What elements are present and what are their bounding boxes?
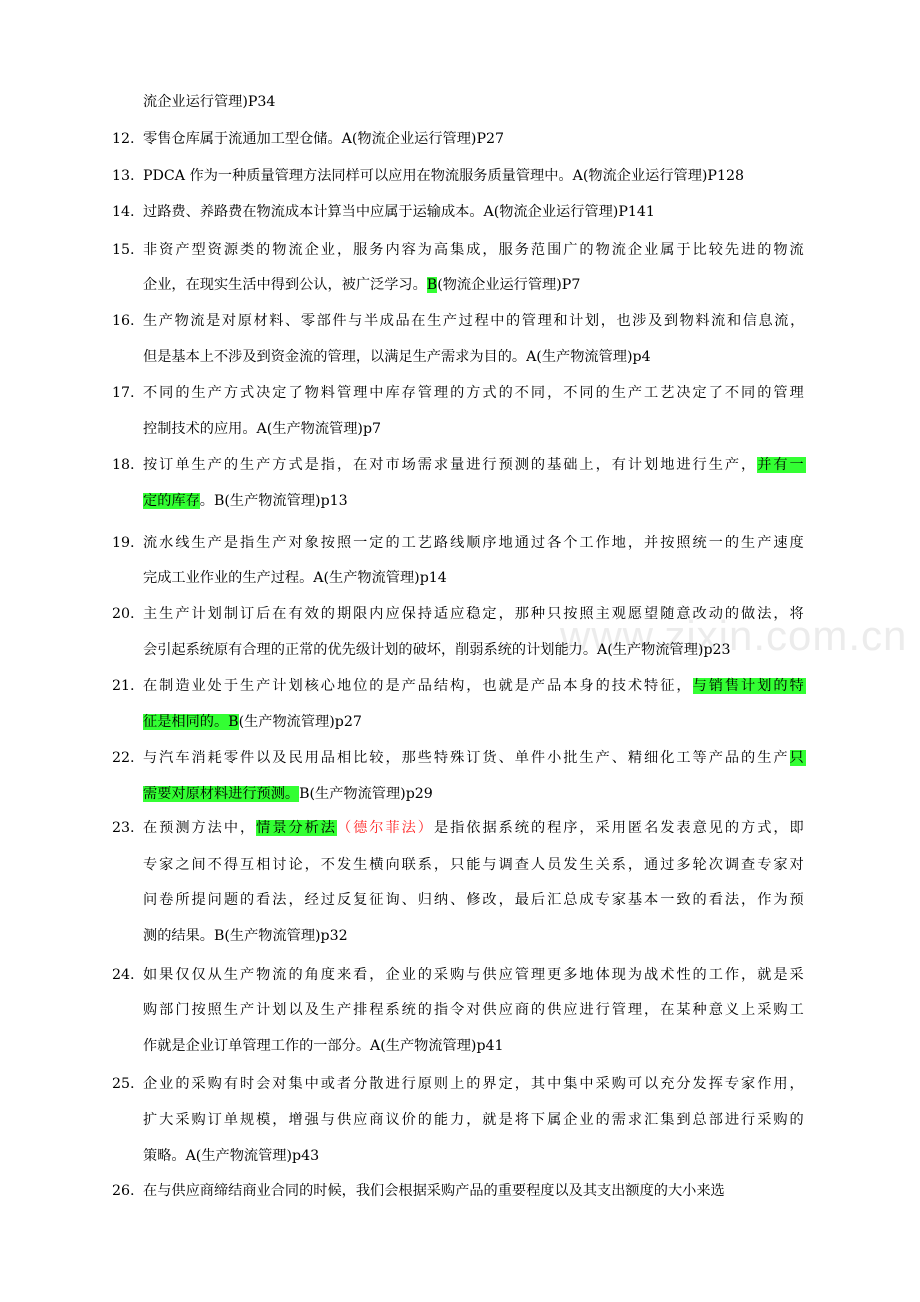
text-line bbox=[143, 748, 806, 768]
text-segment: 测的结果。B(生产物流管理)p32 bbox=[143, 928, 348, 944]
text-line bbox=[143, 1181, 725, 1201]
text-segment: 。B(生产物流管理)p13 bbox=[199, 493, 348, 509]
text-line bbox=[143, 311, 806, 331]
text-segment: 是指依据系统的程序，采用匿名发表意见的方式，即 bbox=[433, 820, 806, 836]
text-line bbox=[143, 1146, 319, 1166]
text-segment: PDCA 作为一种质量管理方法同样可以应用在物流服务质量管理中。A(物流企业运行管理)P128 bbox=[143, 168, 745, 184]
text-line bbox=[143, 1110, 806, 1130]
question-number: 12. bbox=[112, 131, 135, 147]
text-line bbox=[143, 455, 806, 475]
question-number: 14. bbox=[112, 204, 135, 220]
question-number: 13. bbox=[112, 168, 135, 184]
question-number: 26. bbox=[112, 1183, 135, 1199]
text-segment: (生产物流管理)p27 bbox=[238, 714, 362, 730]
text-line bbox=[143, 240, 806, 260]
text-segment: 主生产计划制订后在有效的期限内应保持适应稳定，那种只按照主观愿望随意改动的做法，将 bbox=[143, 606, 806, 622]
text-line bbox=[143, 568, 447, 588]
text-line bbox=[143, 383, 806, 403]
text-segment: 不同的生产方式决定了物料管理中库存管理的方式的不同，不同的生产工艺决定了不同的管理 bbox=[143, 385, 806, 401]
text-segment: 企业，在现实生活中得到公认，被广泛学习。 bbox=[143, 277, 427, 293]
text-line bbox=[143, 640, 731, 660]
question-number: 24. bbox=[112, 967, 135, 983]
watermark: www.zixin.com.cn bbox=[560, 612, 908, 659]
text-line bbox=[143, 92, 275, 112]
text-line bbox=[143, 1000, 806, 1020]
highlighted-text: 只 bbox=[789, 750, 806, 766]
highlighted-text: 与销售计划的特 bbox=[692, 678, 806, 694]
text-line bbox=[143, 926, 348, 946]
question-number: 15. bbox=[112, 242, 135, 258]
question-number: 16. bbox=[112, 313, 135, 329]
text-segment: 会引起系统原有合理的正常的优先级计划的破坏，削弱系统的计划能力。A(生产物流管理)p23 bbox=[143, 642, 731, 658]
highlighted-text: 定的库存 bbox=[143, 493, 200, 509]
question-number: 20. bbox=[112, 606, 135, 622]
text-line bbox=[143, 784, 433, 804]
highlighted-text: B bbox=[426, 277, 438, 293]
text-segment: 完成工业作业的生产过程。A(生产物流管理)p14 bbox=[143, 570, 447, 586]
red-text: （德尔菲法） bbox=[336, 820, 434, 836]
text-line bbox=[143, 676, 806, 696]
highlighted-text: 征是相同的。B bbox=[143, 714, 239, 730]
text-line bbox=[143, 491, 348, 511]
text-line bbox=[143, 202, 655, 222]
text-line bbox=[143, 419, 381, 439]
text-segment: (物流企业运行管理)P7 bbox=[437, 277, 581, 293]
text-line bbox=[143, 347, 651, 367]
highlighted-text: 并有一 bbox=[757, 457, 806, 473]
text-segment: 专家之间不得互相讨论，不发生横向联系，只能与调查人员发生关系，通过多轮次调查专家对 bbox=[143, 857, 806, 873]
text-segment: 与汽车消耗零件以及民用品相比较，那些特殊订货、单件小批生产、精细化工等产品的生产 bbox=[143, 750, 790, 766]
text-segment: 在预测方法中， bbox=[143, 820, 257, 836]
text-segment: 但是基本上不涉及到资金流的管理，以满足生产需求为目的。A(生产物流管理)p4 bbox=[143, 349, 651, 365]
text-line bbox=[143, 604, 806, 624]
text-line bbox=[143, 1074, 806, 1094]
question-number: 23. bbox=[112, 820, 135, 836]
text-segment: 问卷所提问题的看法，经过反复征询、归纳、修改，最后汇总成专家基本一致的看法，作为预 bbox=[143, 892, 806, 908]
highlighted-text: 需要对原材料进行预测。 bbox=[143, 786, 300, 802]
text-line bbox=[143, 129, 504, 149]
text-segment: 购部门按照生产计划以及生产排程系统的指令对供应商的供应进行管理，在某种意义上采购工 bbox=[143, 1002, 806, 1018]
text-segment: 在制造业处于生产计划核心地位的是产品结构，也就是产品本身的技术特征， bbox=[143, 678, 693, 694]
text-segment: 扩大采购订单规模，增强与供应商议价的能力，就是将下属企业的需求汇集到总部进行采购的 bbox=[143, 1112, 806, 1128]
text-line bbox=[143, 275, 580, 295]
text-segment: 流企业运行管理)P34 bbox=[143, 94, 276, 110]
text-segment: 企业的采购有时会对集中或者分散进行原则上的界定，其中集中采购可以充分发挥专家作用， bbox=[143, 1076, 806, 1092]
text-line bbox=[143, 818, 806, 838]
text-line bbox=[143, 965, 806, 985]
question-number: 22. bbox=[112, 750, 135, 766]
question-number: 21. bbox=[112, 678, 135, 694]
text-segment: 非资产型资源类的物流企业，服务内容为高集成，服务范围广的物流企业属于比较先进的物流 bbox=[143, 242, 806, 258]
text-segment: 如果仅仅从生产物流的角度来看，企业的采购与供应管理更多地体现为战术性的工作，就是采 bbox=[143, 967, 806, 983]
text-segment: 策略。A(生产物流管理)p43 bbox=[143, 1148, 320, 1164]
text-line bbox=[143, 890, 806, 910]
highlighted-text: 情景分析法 bbox=[256, 820, 337, 836]
text-line bbox=[143, 855, 806, 875]
question-number: 17. bbox=[112, 385, 135, 401]
text-segment: 控制技术的应用。A(生产物流管理)p7 bbox=[143, 421, 382, 437]
text-segment: 流水线生产是指生产对象按照一定的工艺路线顺序地通过各个工作地，并按照统一的生产速度 bbox=[143, 535, 806, 551]
text-segment: 按订单生产的生产方式是指，在对市场需求量进行预测的基础上，有计划地进行生产， bbox=[143, 457, 758, 473]
text-segment: 作就是企业订单管理工作的一部分。A(生产物流管理)p41 bbox=[143, 1038, 504, 1054]
text-line bbox=[143, 166, 744, 186]
text-segment: 过路费、养路费在物流成本计算当中应属于运输成本。A(物流企业运行管理)P141 bbox=[143, 204, 655, 220]
text-segment: 零售仓库属于流通加工型仓储。A(物流企业运行管理)P27 bbox=[143, 131, 505, 147]
question-number: 25. bbox=[112, 1076, 135, 1092]
question-number: 18. bbox=[112, 457, 135, 473]
text-line bbox=[143, 1036, 504, 1056]
text-line bbox=[143, 533, 806, 553]
question-number: 19. bbox=[112, 535, 135, 551]
text-segment: 在与供应商缔结商业合同的时候，我们会根据采购产品的重要程度以及其支出额度的大小来选 bbox=[143, 1183, 725, 1199]
text-line bbox=[143, 712, 362, 732]
text-segment: B(生产物流管理)p29 bbox=[299, 786, 433, 802]
text-segment: 生产物流是对原材料、零部件与半成品在生产过程中的管理和计划，也涉及到物料流和信息流， bbox=[143, 313, 806, 329]
